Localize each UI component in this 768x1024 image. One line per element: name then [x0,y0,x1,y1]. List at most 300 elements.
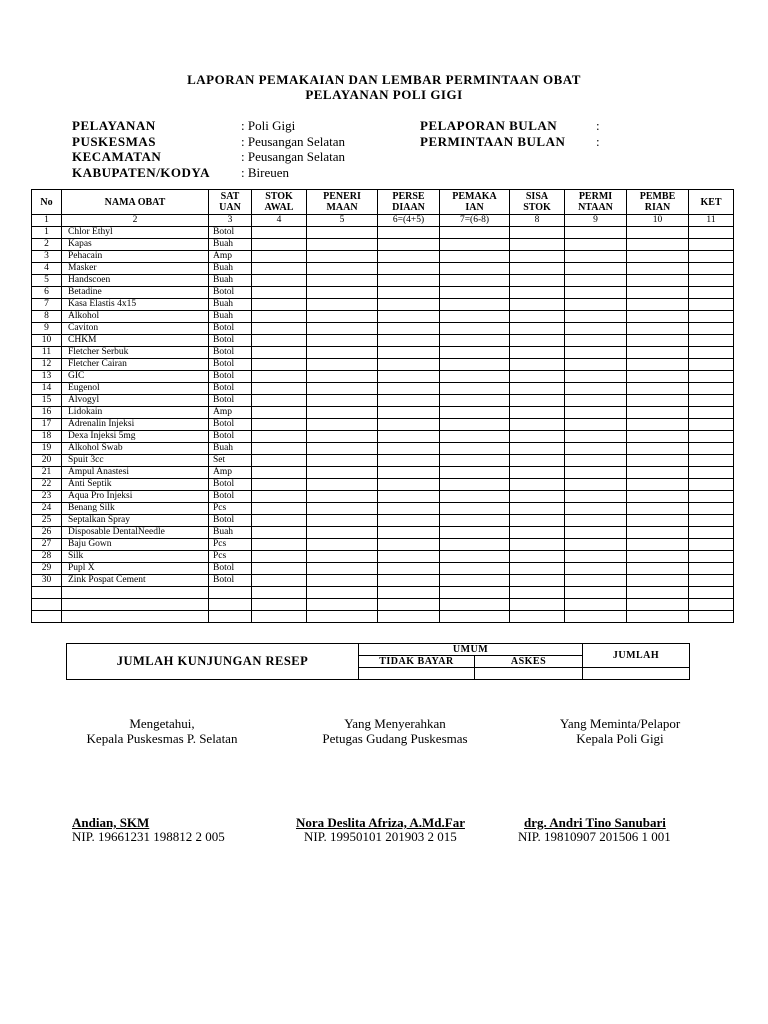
empty-cell [378,611,440,623]
empty-cell [565,359,627,371]
empty-cell [565,467,627,479]
empty-cell [565,575,627,587]
empty-cell [440,311,510,323]
empty-cell [510,239,565,251]
drug-name: CHKM [62,335,209,347]
empty-cell [627,347,689,359]
empty-cell [565,287,627,299]
drug-unit: Botol [209,383,252,395]
empty-cell [252,587,307,599]
jumlah-cell [583,668,690,680]
drug-unit: Botol [209,575,252,587]
right-signatory-nip: NIP. 19810907 201506 1 001 [518,829,671,844]
empty-cell [689,275,734,287]
empty-cell [510,323,565,335]
row-number: 13 [32,371,62,383]
drug-unit: Pcs [209,539,252,551]
table-index-row [32,215,734,227]
empty-cell [627,239,689,251]
index-cell: 8 [510,215,565,227]
empty-cell [440,275,510,287]
empty-cell [378,359,440,371]
empty-cell [440,599,510,611]
empty-cell [689,323,734,335]
empty-cell [307,395,378,407]
middle-sign-line1: Yang Menyerahkan [344,716,446,731]
tidak-bayar-header: TIDAK BAYAR [359,656,475,668]
left-sign-line2: Kepala Puskesmas P. Selatan [86,731,238,746]
permintaan-label: PERMINTAAN BULAN [420,133,566,149]
empty-cell [510,359,565,371]
empty-cell [627,407,689,419]
row-number: 1 [32,227,62,239]
table-row [32,479,734,491]
empty-cell [510,419,565,431]
drug-name: Alkohol [62,311,209,323]
drug-name: Benang Silk [62,503,209,515]
empty-cell [252,467,307,479]
empty-cell [510,299,565,311]
empty-cell [440,383,510,395]
col-header-nama-obat: NAMA OBAT [62,190,209,215]
empty-cell [378,347,440,359]
col-header-permintaan: PERMI NTAAN [565,190,627,215]
empty-cell [307,527,378,539]
empty-cell [510,431,565,443]
empty-cell [440,431,510,443]
table-row [32,563,734,575]
row-number: 17 [32,419,62,431]
row-number: 10 [32,335,62,347]
empty-cell [689,347,734,359]
drug-unit: Botol [209,335,252,347]
table-row [32,239,734,251]
drug-name: Ampul Anastesi [62,467,209,479]
row-number: 12 [32,359,62,371]
row-number: 14 [32,383,62,395]
index-cell: 11 [689,215,734,227]
empty-cell [440,239,510,251]
row-number: 26 [32,527,62,539]
empty-cell [378,599,440,611]
empty-cell [307,587,378,599]
drug-name: Masker [62,263,209,275]
empty-cell [252,251,307,263]
drug-unit: Amp [209,251,252,263]
row-number: 6 [32,287,62,299]
empty-cell [378,263,440,275]
empty-cell [689,239,734,251]
empty-cell [627,599,689,611]
empty-cell [510,527,565,539]
empty-cell [510,575,565,587]
drug-unit: Botol [209,419,252,431]
empty-cell [510,443,565,455]
empty-cell [440,443,510,455]
empty-cell [252,443,307,455]
blank-row [32,611,734,623]
empty-cell [689,419,734,431]
kecamatan-value: : Peusangan Selatan [241,149,345,164]
drug-unit: Buah [209,263,252,275]
table-row [32,407,734,419]
drug-name: Pupl X [62,563,209,575]
drug-unit: Botol [209,371,252,383]
drug-unit: Amp [209,467,252,479]
drug-name: Anti Septik [62,479,209,491]
table-row [32,551,734,563]
empty-cell [627,455,689,467]
drug-name: Zink Pospat Cement [62,575,209,587]
empty-cell [627,611,689,623]
empty-cell [307,263,378,275]
empty-cell [627,527,689,539]
drug-name: Eugenol [62,383,209,395]
document-title: LAPORAN PEMAKAIAN DAN LEMBAR PERMINTAAN OBAT [187,72,581,87]
index-cell: 7=(6-8) [440,215,510,227]
drug-name: Spuit 3cc [62,455,209,467]
tidak-bayar-cell [359,668,475,680]
table-row [32,539,734,551]
empty-cell [689,287,734,299]
middle-sign-line2: Petugas Gudang Puskesmas [322,731,468,746]
drug-name: Adrenalin Injeksi [62,419,209,431]
empty-cell [440,251,510,263]
empty-cell [565,611,627,623]
drug-unit: Botol [209,479,252,491]
kecamatan-label: KECAMATAN [72,149,162,164]
empty-cell [32,587,62,599]
empty-cell [565,503,627,515]
middle-signatory-nip: NIP. 19950101 201903 2 015 [304,829,457,844]
empty-cell [565,227,627,239]
table-header-row [32,190,734,215]
empty-cell [510,503,565,515]
row-number: 15 [32,395,62,407]
empty-cell [689,575,734,587]
empty-cell [689,299,734,311]
empty-cell [252,407,307,419]
empty-cell [378,407,440,419]
empty-cell [307,467,378,479]
col-header-pemberian: PEMBE RIAN [627,190,689,215]
empty-cell [565,311,627,323]
empty-cell [689,539,734,551]
table-row [32,443,734,455]
empty-cell [378,227,440,239]
row-number: 22 [32,479,62,491]
index-cell: 4 [252,215,307,227]
empty-cell [627,551,689,563]
empty-cell [565,599,627,611]
table-row [32,287,734,299]
blank-row [32,587,734,599]
drug-unit: Botol [209,287,252,299]
row-number: 9 [32,323,62,335]
drug-name: Chlor Ethyl [62,227,209,239]
empty-cell [440,467,510,479]
empty-cell [252,599,307,611]
empty-cell [307,287,378,299]
empty-cell [689,587,734,599]
empty-cell [378,335,440,347]
empty-cell [565,335,627,347]
askes-header: ASKES [475,656,583,668]
row-number: 23 [32,491,62,503]
empty-cell [627,467,689,479]
empty-cell [62,599,209,611]
empty-cell [378,239,440,251]
empty-cell [627,371,689,383]
empty-cell [510,347,565,359]
col-header-no: No [32,190,62,215]
empty-cell [440,395,510,407]
empty-cell [510,275,565,287]
empty-cell [510,611,565,623]
empty-cell [689,359,734,371]
table-row [32,323,734,335]
empty-cell [510,587,565,599]
empty-cell [307,539,378,551]
empty-cell [627,515,689,527]
empty-cell [440,479,510,491]
col-header-stok-awal: STOK AWAL [252,190,307,215]
empty-cell [62,587,209,599]
drug-unit: Amp [209,407,252,419]
empty-cell [378,575,440,587]
empty-cell [627,251,689,263]
empty-cell [689,527,734,539]
empty-cell [209,599,252,611]
empty-cell [307,503,378,515]
empty-cell [252,335,307,347]
row-number: 25 [32,515,62,527]
empty-cell [307,551,378,563]
table-row [32,311,734,323]
empty-cell [378,527,440,539]
empty-cell [440,299,510,311]
empty-cell [565,527,627,539]
empty-cell [440,539,510,551]
drug-name: Alkohol Swab [62,443,209,455]
empty-cell [378,383,440,395]
drug-name: Kasa Elastis 4x15 [62,299,209,311]
table-row [32,419,734,431]
empty-cell [689,443,734,455]
empty-cell [252,419,307,431]
empty-cell [440,515,510,527]
jumlah-header: JUMLAH [583,644,690,668]
puskesmas-label: PUSKESMAS [72,133,156,149]
table-row [32,251,734,263]
row-number: 28 [32,551,62,563]
pelaporan-value: : [596,118,600,133]
empty-cell [565,563,627,575]
empty-cell [378,491,440,503]
table-row [32,491,734,503]
empty-cell [510,467,565,479]
drug-name: Baju Gown [62,539,209,551]
empty-cell [565,347,627,359]
empty-cell [252,347,307,359]
empty-cell [307,563,378,575]
index-cell: 6=(4+5) [378,215,440,227]
empty-cell [440,611,510,623]
visit-count-label: JUMLAH KUNJUNGAN RESEP [67,644,359,680]
drug-usage-table [31,189,734,623]
empty-cell [565,251,627,263]
left-signatory-nip: NIP. 19661231 198812 2 005 [72,829,225,844]
empty-cell [440,527,510,539]
empty-cell [252,323,307,335]
empty-cell [252,431,307,443]
middle-signatory-name: Nora Deslita Afriza, A.Md.Far [296,815,465,830]
empty-cell [627,395,689,407]
empty-cell [440,263,510,275]
empty-cell [307,359,378,371]
empty-cell [378,587,440,599]
drug-unit: Botol [209,347,252,359]
empty-cell [440,419,510,431]
empty-cell [510,395,565,407]
empty-cell [565,323,627,335]
index-cell: 9 [565,215,627,227]
empty-cell [252,479,307,491]
left-sign-line1: Mengetahui, [129,716,195,731]
empty-cell [510,599,565,611]
empty-cell [209,587,252,599]
empty-cell [440,551,510,563]
visit-summary-table [66,643,690,680]
col-header-penerimaan: PENERI MAAN [307,190,378,215]
empty-cell [565,491,627,503]
empty-cell [689,479,734,491]
pelayanan-value: : Poli Gigi [241,118,296,133]
empty-cell [252,383,307,395]
empty-cell [252,515,307,527]
drug-unit: Botol [209,395,252,407]
empty-cell [689,491,734,503]
drug-name: Pehacain [62,251,209,263]
empty-cell [252,311,307,323]
empty-cell [307,431,378,443]
empty-cell [689,503,734,515]
empty-cell [627,539,689,551]
askes-cell [475,668,583,680]
empty-cell [307,419,378,431]
empty-cell [565,395,627,407]
empty-cell [565,551,627,563]
empty-cell [440,335,510,347]
empty-cell [252,611,307,623]
drug-unit: Botol [209,323,252,335]
empty-cell [689,611,734,623]
drug-unit: Botol [209,563,252,575]
drug-name: Alvogyl [62,395,209,407]
empty-cell [440,491,510,503]
table-row [32,575,734,587]
empty-cell [565,479,627,491]
empty-cell [307,275,378,287]
empty-cell [307,479,378,491]
empty-cell [378,443,440,455]
empty-cell [252,371,307,383]
col-header-sisa-stok: SISA STOK [510,190,565,215]
empty-cell [378,551,440,563]
drug-name: Fletcher Cairan [62,359,209,371]
empty-cell [510,227,565,239]
empty-cell [307,299,378,311]
pelaporan-label: PELAPORAN BULAN [420,118,558,133]
empty-cell [627,419,689,431]
empty-cell [440,503,510,515]
drug-name: Aqua Pro Injeksi [62,491,209,503]
drug-unit: Botol [209,359,252,371]
row-number: 24 [32,503,62,515]
empty-cell [627,287,689,299]
drug-name: Betadine [62,287,209,299]
drug-unit: Buah [209,311,252,323]
row-number: 21 [32,467,62,479]
empty-cell [510,563,565,575]
row-number: 30 [32,575,62,587]
drug-name: GIC [62,371,209,383]
pelayanan-label: PELAYANAN [72,118,156,133]
empty-cell [689,515,734,527]
empty-cell [689,563,734,575]
empty-cell [510,551,565,563]
empty-cell [565,419,627,431]
empty-cell [32,611,62,623]
empty-cell [378,395,440,407]
empty-cell [510,479,565,491]
empty-cell [440,347,510,359]
empty-cell [565,515,627,527]
empty-cell [307,491,378,503]
col-header-satuan: SAT UAN [209,190,252,215]
empty-cell [307,227,378,239]
empty-cell [627,587,689,599]
empty-cell [378,299,440,311]
empty-cell [378,503,440,515]
empty-cell [378,311,440,323]
empty-cell [565,239,627,251]
empty-cell [689,371,734,383]
empty-cell [627,575,689,587]
kabupaten-value: : Bireuen [241,164,290,180]
empty-cell [689,431,734,443]
drug-name: Lidokain [62,407,209,419]
drug-name: Fletcher Serbuk [62,347,209,359]
empty-cell [378,563,440,575]
left-signatory-name: Andian, SKM [72,815,150,830]
empty-cell [252,575,307,587]
index-cell: 1 [32,215,62,227]
empty-cell [307,323,378,335]
empty-cell [689,455,734,467]
table-row [32,431,734,443]
empty-cell [307,371,378,383]
empty-cell [565,275,627,287]
permintaan-value: : [596,133,600,149]
umum-header: UMUM [359,644,583,656]
empty-cell [689,467,734,479]
index-cell: 3 [209,215,252,227]
empty-cell [627,227,689,239]
empty-cell [510,515,565,527]
drug-unit: Botol [209,491,252,503]
drug-name: Dexa Injeksi 5mg [62,431,209,443]
